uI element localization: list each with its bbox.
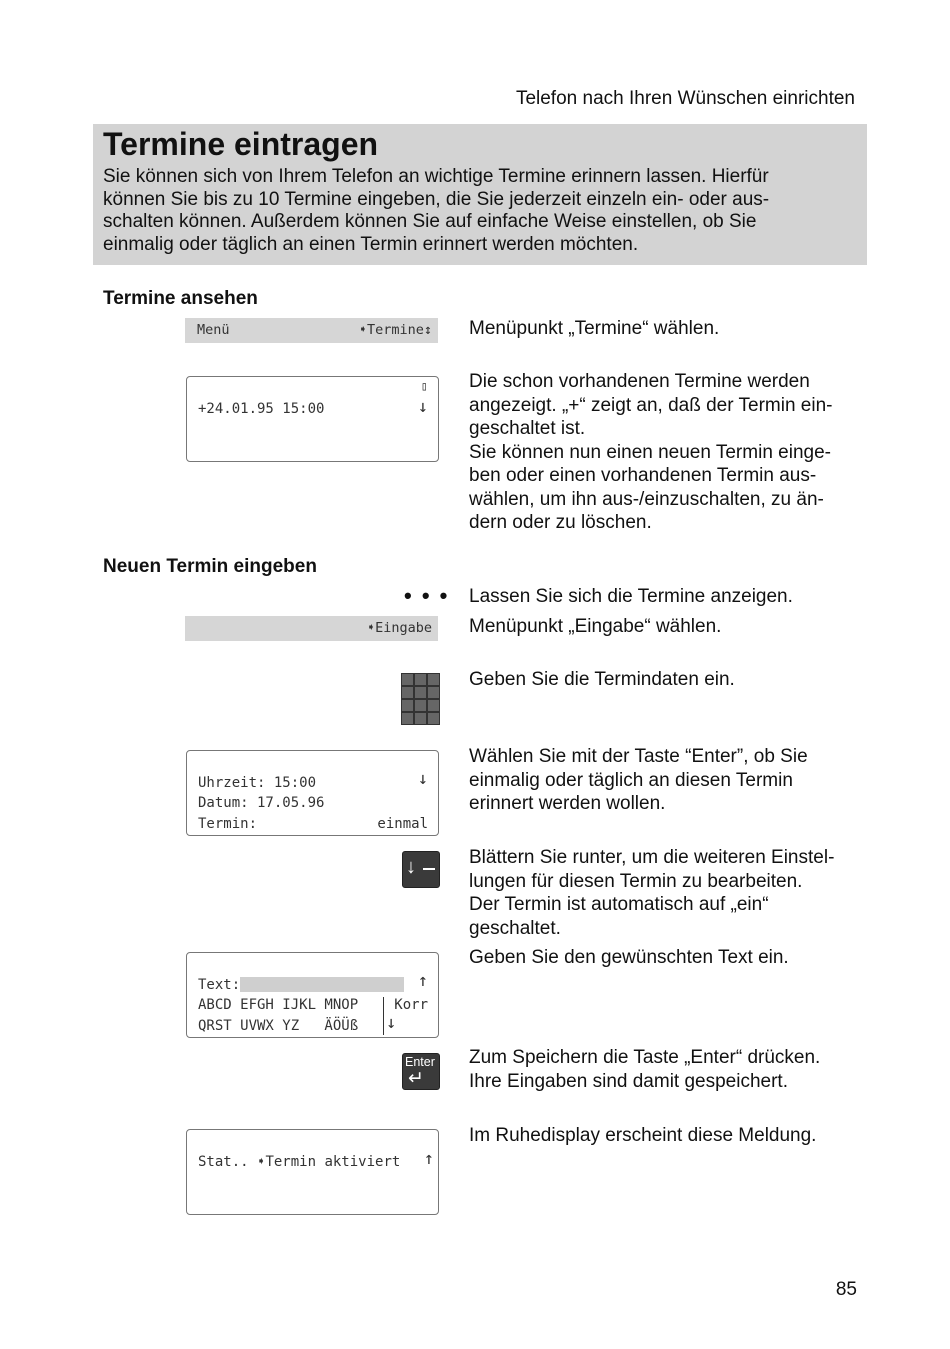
step-description: Geben Sie den gewünschten Text ein. <box>469 947 789 968</box>
pointer-icon: ➧ <box>257 1154 266 1170</box>
lcd-korr: Korr <box>394 997 428 1013</box>
up-arrow-icon: ↑ <box>417 971 428 991</box>
battery-icon: ▯ <box>420 379 428 393</box>
desc-line: Blättern Sie runter, um die weiteren Einstel- <box>469 847 835 868</box>
intro-text <box>103 166 843 256</box>
lcd-line: Termin: <box>198 816 258 832</box>
keypad-key <box>401 686 414 699</box>
lcd-display-termin-entry <box>186 750 439 836</box>
lcd-display-text-entry <box>186 952 439 1038</box>
menu-selection <box>359 322 432 338</box>
keypad-key <box>401 712 414 725</box>
menu-item-termine: Termine <box>366 322 424 338</box>
down-arrow-icon: ↓ <box>417 769 428 789</box>
lcd-line <box>198 1154 400 1170</box>
dash-icon <box>423 868 435 870</box>
menu-item-eingabe: Eingabe <box>375 620 432 636</box>
intro-line: können Sie bis zu 10 Termine eingeben, die Sie jederzeit einzeln ein- oder aus- <box>103 188 770 210</box>
section-heading-ansehen: Termine ansehen <box>103 288 258 309</box>
desc-line: dern oder zu löschen. <box>469 512 652 533</box>
intro-line: Sie können sich von Ihrem Telefon an wichtige Termine erinnern lassen. Hierfür <box>103 166 769 187</box>
step-description-save <box>469 1046 869 1093</box>
desc-line: ben oder einen vorhandenen Termin aus- <box>469 465 817 486</box>
keypad-key <box>414 699 427 712</box>
keypad-key <box>414 673 427 686</box>
desc-line: Zum Speichern die Taste „Enter“ drücken. <box>469 1047 821 1068</box>
scroll-down-key-icon <box>402 851 440 888</box>
desc-line: Der Termin ist automatisch auf „ein“ <box>469 894 769 915</box>
step-description-list <box>469 370 869 535</box>
intro-line: einmalig oder täglich an einen Termin erinnert werden möchten. <box>103 233 639 255</box>
step-description-scroll <box>469 846 869 940</box>
step-description: Geben Sie die Termindaten ein. <box>469 669 735 690</box>
divider <box>383 997 384 1035</box>
keypad-key <box>414 712 427 725</box>
text-input-field <box>240 977 404 992</box>
lcd-message: Termin aktiviert <box>265 1154 401 1170</box>
keypad-key <box>401 699 414 712</box>
lcd-line: +24.01.95 15:00 <box>198 401 325 417</box>
down-arrow-icon: ↓ <box>417 397 428 417</box>
keypad-key <box>427 686 440 699</box>
down-arrow-icon: ↓ <box>406 856 416 878</box>
down-arrow-icon: ↓ <box>386 1013 397 1033</box>
desc-line: wählen, um ihn aus-/einzuschalten, zu än- <box>469 488 824 510</box>
keypad-key <box>427 673 440 686</box>
page-number: 85 <box>835 1279 857 1300</box>
desc-line: geschaltet. <box>469 917 561 939</box>
ellipsis-key-icon: • • • <box>404 583 450 608</box>
page-title: Termine eintragen <box>103 126 379 162</box>
step-description: Menüpunkt „Termine“ wählen. <box>469 318 720 339</box>
lcd-display-termine-list <box>186 376 439 462</box>
pointer-icon: ➧ <box>366 620 376 636</box>
enter-key-label: Enter <box>405 1055 435 1069</box>
desc-line: geschaltet ist. <box>469 418 586 439</box>
up-down-arrow-icon: ↕ <box>423 322 432 338</box>
lcd-line: QRST UVWX YZ ÄÖÜß <box>198 1018 359 1034</box>
keypad-key <box>401 673 414 686</box>
keypad-icon <box>401 673 440 724</box>
desc-line: angezeigt. „+“ zeigt an, daß der Termin ein- <box>469 394 833 416</box>
lcd-line: ABCD EFGH IJKL MNOP <box>198 997 359 1013</box>
lcd-value: einmal <box>377 816 428 832</box>
keypad-key <box>414 686 427 699</box>
menu-selection <box>367 620 432 636</box>
desc-line: Ihre Eingaben sind damit gespeichert. <box>469 1070 788 1092</box>
menu-bar-termine <box>185 318 438 343</box>
step-description: Lassen Sie sich die Termine anzeigen. <box>469 586 793 607</box>
lcd-line: Uhrzeit: 15:00 <box>198 775 317 791</box>
desc-line: einmalig oder täglich an diesen Termin <box>469 769 793 791</box>
text-label: Text: <box>198 977 241 993</box>
step-description-enter <box>469 745 869 816</box>
pointer-icon: ➧ <box>358 322 367 338</box>
desc-line: erinnert werden wollen. <box>469 793 666 814</box>
desc-line: lungen für diesen Termin zu bearbeiten. <box>469 870 803 892</box>
intro-box <box>93 124 867 265</box>
lcd-line <box>198 977 404 993</box>
enter-key-icon <box>402 1053 440 1090</box>
desc-line: Die schon vorhandenen Termine werden <box>469 371 810 392</box>
menu-label: Menü <box>197 322 230 338</box>
keypad-key <box>427 712 440 725</box>
step-description: Im Ruhedisplay erscheint diese Meldung. <box>469 1125 817 1146</box>
step-description: Menüpunkt „Eingabe“ wählen. <box>469 616 722 637</box>
lcd-display-idle <box>186 1129 439 1215</box>
menu-bar-eingabe <box>185 616 438 641</box>
up-arrow-icon: ↑ <box>423 1149 434 1169</box>
section-heading-eingeben: Neuen Termin eingeben <box>103 556 317 577</box>
lcd-status: Stat.. <box>198 1154 249 1170</box>
lcd-line: Datum: 17.05.96 <box>198 795 325 811</box>
desc-line: Wählen Sie mit der Taste “Enter”, ob Sie <box>469 746 808 767</box>
running-header: Telefon nach Ihren Wünschen einrichten <box>515 88 855 109</box>
intro-line: schalten können. Außerdem können Sie auf einfache Weise einstellen, ob Sie <box>103 211 757 232</box>
keypad-key <box>427 699 440 712</box>
desc-line: Sie können nun einen neuen Termin einge- <box>469 441 831 463</box>
return-arrow-icon: ↵ <box>408 1068 424 1089</box>
